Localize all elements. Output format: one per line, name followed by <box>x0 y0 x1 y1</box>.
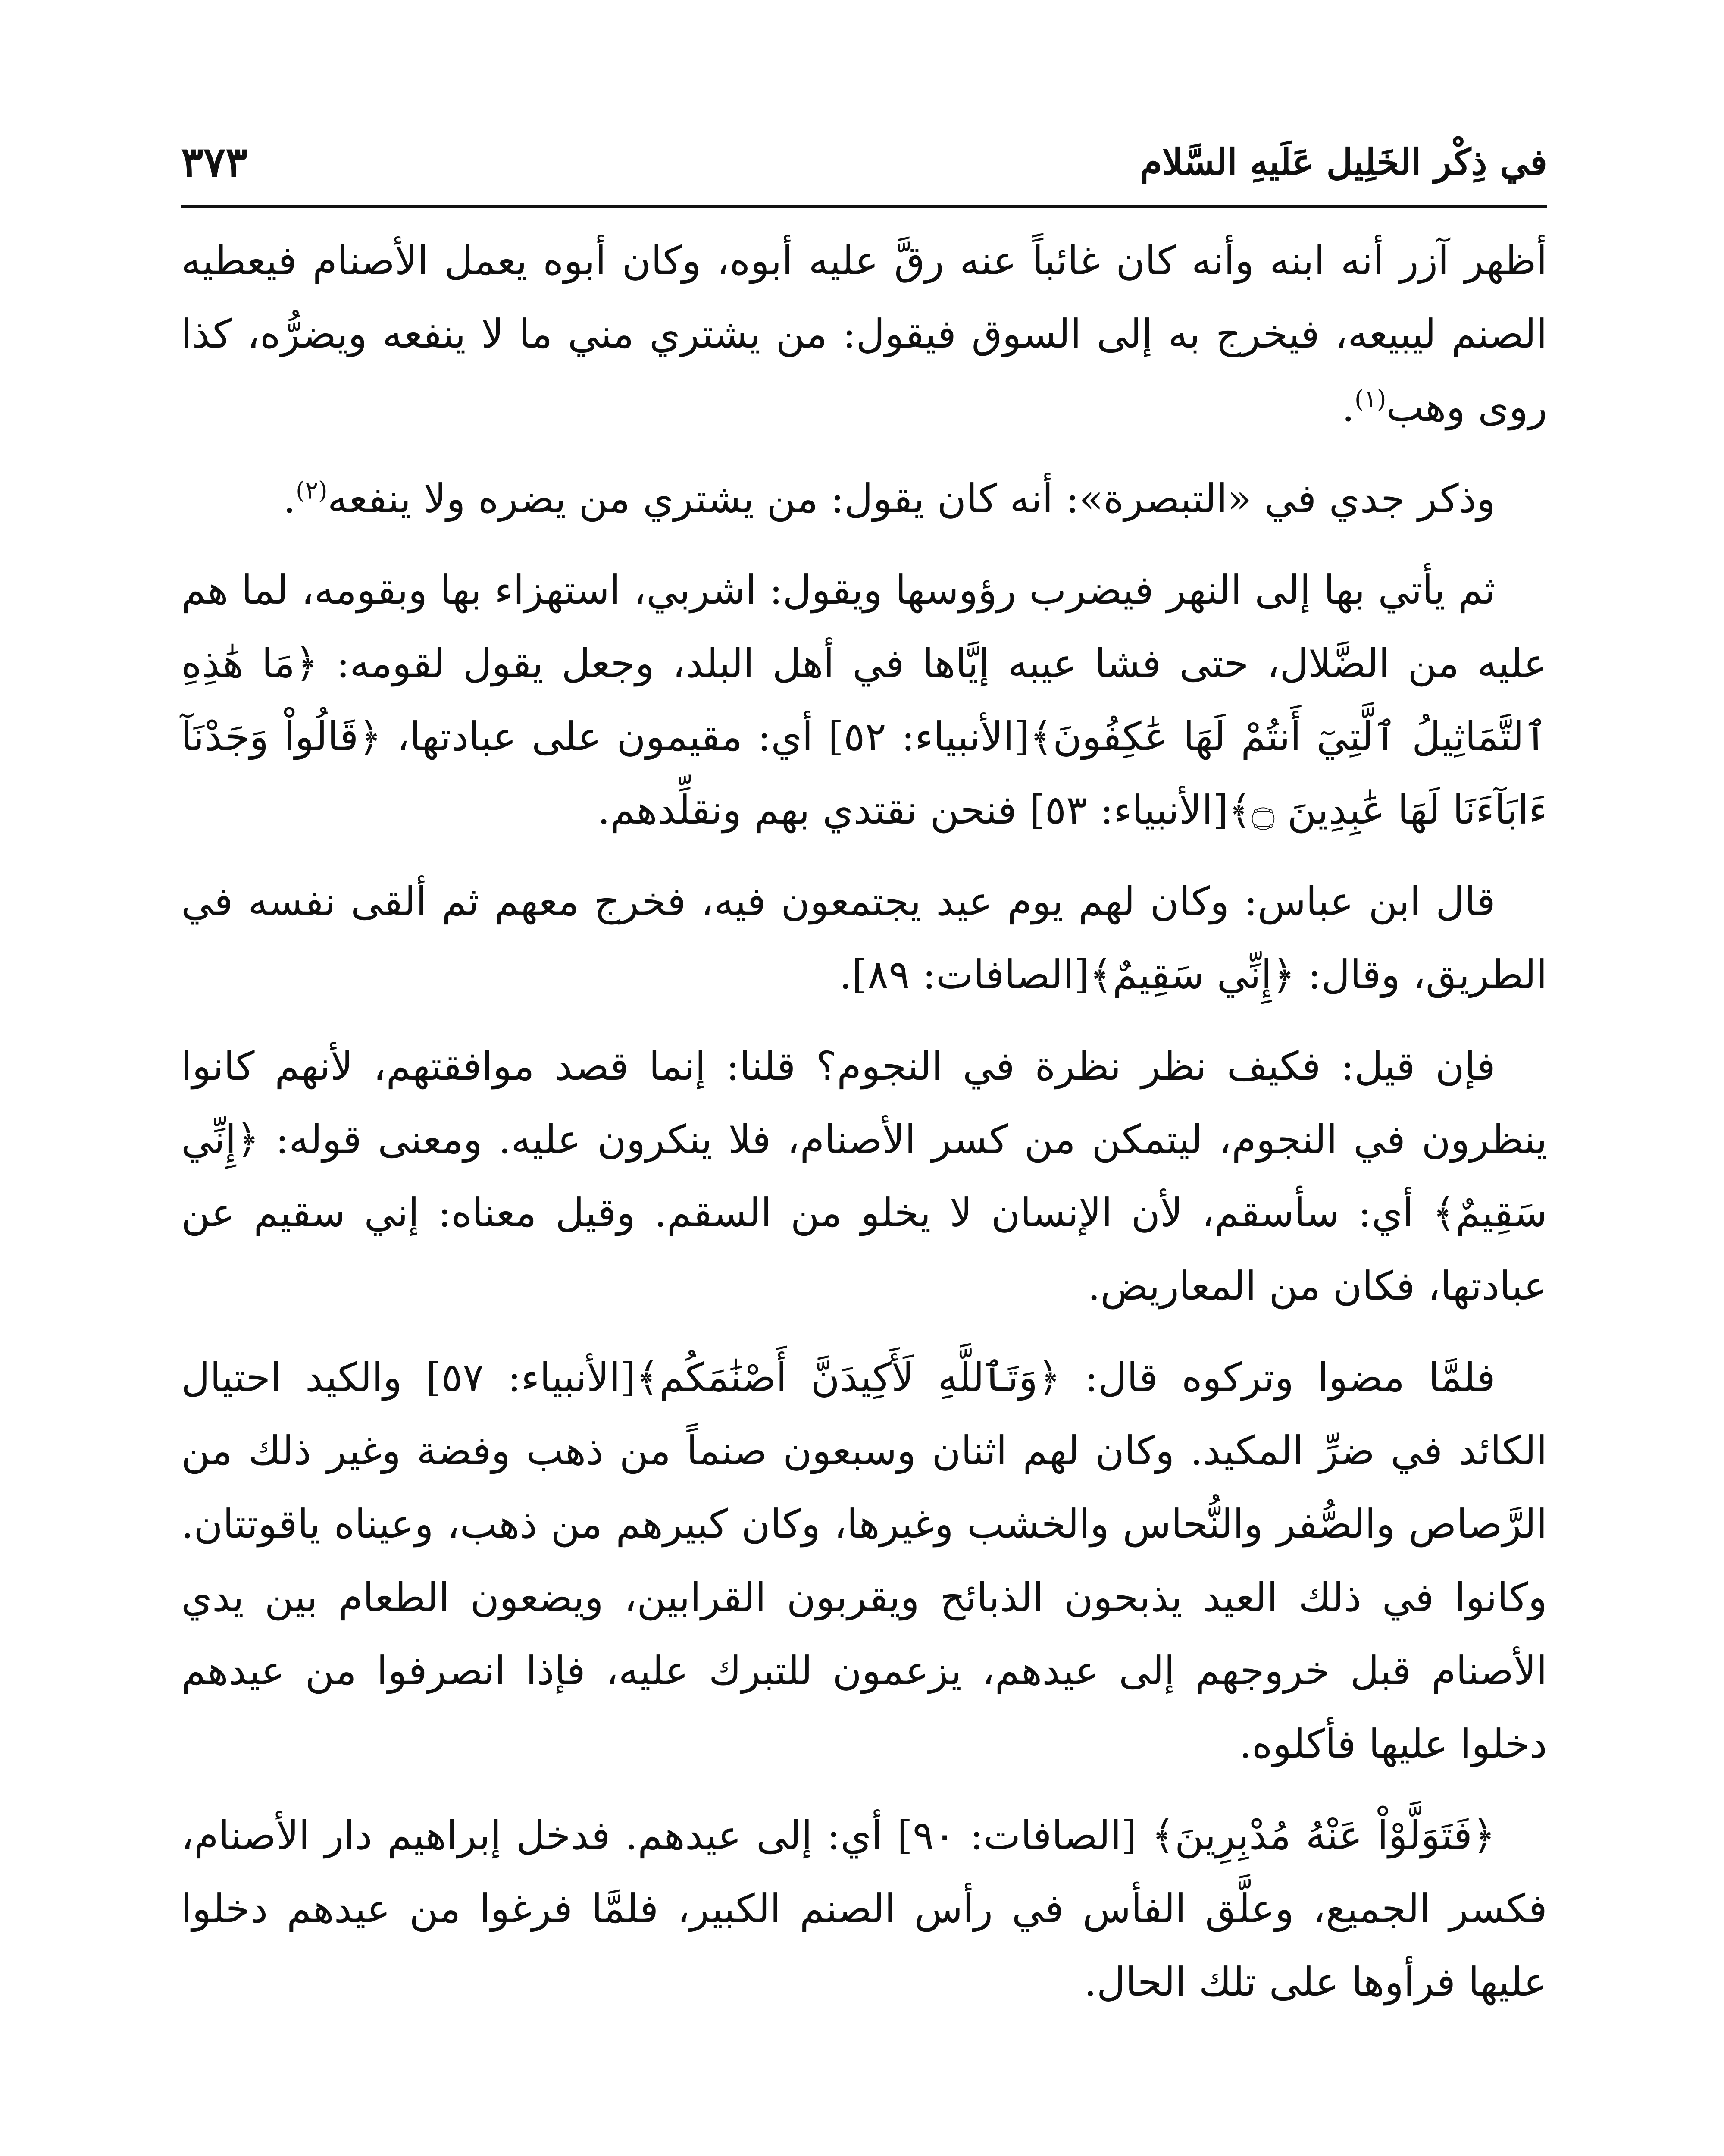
paragraph-1 <box>181 224 1547 444</box>
page-header <box>181 129 1547 194</box>
body-text <box>181 224 1547 2037</box>
quran-verse: ﴿إِنِّي سَقِيمٌ﴾ <box>181 1116 1548 1236</box>
paragraph-tail: . <box>1342 384 1355 430</box>
paragraph-text: فإن قيل: فكيف نظر نظرة في النجوم؟ قلنا: إنما قصد موافقتهم، لأنهم كانوا ينظرون في النجوم، ليتمكن من كسر الأصنام، فلا ينكرون عليه. ومعنى قوله: <box>181 1043 1547 1163</box>
header-rule <box>181 205 1547 208</box>
verse-reference: [الأنبياء: ٥٣] فنحن نقتدي بهم ونقلِّدهم. <box>597 787 1229 833</box>
paragraph-text: فلمَّا مضوا وتركوه قال: <box>1084 1354 1496 1401</box>
quran-verse: ﴿مَا هَٰذِهِ ٱلتَّمَاثِيلُ ٱلَّتِيٓ أَنتُمْ لَهَا عَٰكِفُونَ﴾ <box>181 640 1547 760</box>
quran-verse: ﴿إِنِّي سَقِيمٌ﴾ <box>1089 952 1295 998</box>
verse-reference: [الأنبياء: ٥٢] أي: مقيمون على عبادتها، <box>397 714 1030 760</box>
paragraph-text: قال ابن عباس: وكان لهم يوم عيد يجتمعون فيه، فخرج معهم ثم ألقى نفسه في الطريق، وقال: <box>181 878 1547 998</box>
running-title: في ذِكْر الخَلِيل عَلَيهِ السَّلام <box>1139 140 1547 183</box>
paragraph-6 <box>181 1341 1547 1781</box>
paragraph-text: أظهر آزر أنه ابنه وأنه كان غائباً عنه رقَّ عليه أبوه، وكان أبوه يعمل الأصنام فيعطيه الصنم ليبيعه، فيخرج به إلى السوق فيقول: من يشتري مني ما لا ينفعه ويضرُّه، كذا روى وهب <box>181 238 1547 430</box>
paragraph-3 <box>181 554 1547 847</box>
quran-verse: ﴿فَتَوَلَّوْاْ عَنْهُ مُدْبِرِينَ﴾ <box>1151 1812 1496 1858</box>
paragraph-tail: . <box>283 476 296 522</box>
footnote-ref-2: (٢) <box>295 476 328 505</box>
footnote-ref-1: (١) <box>1354 385 1386 414</box>
paragraph-7 <box>181 1799 1547 2019</box>
verse-reference: أي: سأسقم، لأن الإنسان لا يخلو من السقم. وقيل معناه: إني سقيم عن عبادتها، فكان من المعاريض. <box>181 1190 1547 1309</box>
paragraph-2 <box>181 462 1547 536</box>
page-number: ٣٧٣ <box>181 137 248 186</box>
paragraph-5 <box>181 1030 1547 1323</box>
verse-reference: [الأنبياء: ٥٧] والكيد احتيال الكائد في ضرِّ المكيد. وكان لهم اثنان وسبعون صنماً من ذهب وفضة وغير ذلك من الرَّصاص والصُّفر والنُّحاس والخشب وغيرها، وكان كبيرهم من ذهب، وعيناه ياقوتتان. وكانوا في ذلك العيد يذبحون الذبائح ويقربون القرابين، ويضعون الطعام بين يدي الأصنام قبل خروجهم إلى عيدهم، يزعمون للتبرك عليه، فإذا انصرفوا من عيدهم دخلوا عليها فأكلوه. <box>181 1354 1547 1767</box>
quran-verse: ﴿قَالُواْ وَجَدْنَآ ءَابَآءَنَا لَهَا عَٰبِدِينَ ۝﴾ <box>181 714 1547 833</box>
quran-verse: ﴿وَتَٱللَّهِ لَأَكِيدَنَّ أَصْنَٰمَكُم﴾ <box>635 1354 1061 1401</box>
paragraph-text: وذكر جدي في «التبصرة»: أنه كان يقول: من يشتري من يضره ولا ينفعه <box>327 476 1496 522</box>
verse-reference: [الصافات: ٨٩]. <box>839 952 1089 998</box>
verse-reference: [الصافات: ٩٠] أي: إلى عيدهم. فدخل إبراهيم دار الأصنام، فكسر الجميع، وعلَّق الفأس في رأس الصنم الكبير، فلمَّا فرغوا من عيدهم دخلوا عليها فرأوها على تلك الحال. <box>181 1812 1547 2005</box>
paragraph-4 <box>181 865 1547 1012</box>
paragraph-text: ثم يأتي بها إلى النهر فيضرب رؤوسها ويقول: اشربي، استهزاء بها وبقومه، لما هم عليه من الضَّلال، حتى فشا عيبه إيَّاها في أهل البلد، وجعل يقول لقومه: <box>181 567 1548 686</box>
